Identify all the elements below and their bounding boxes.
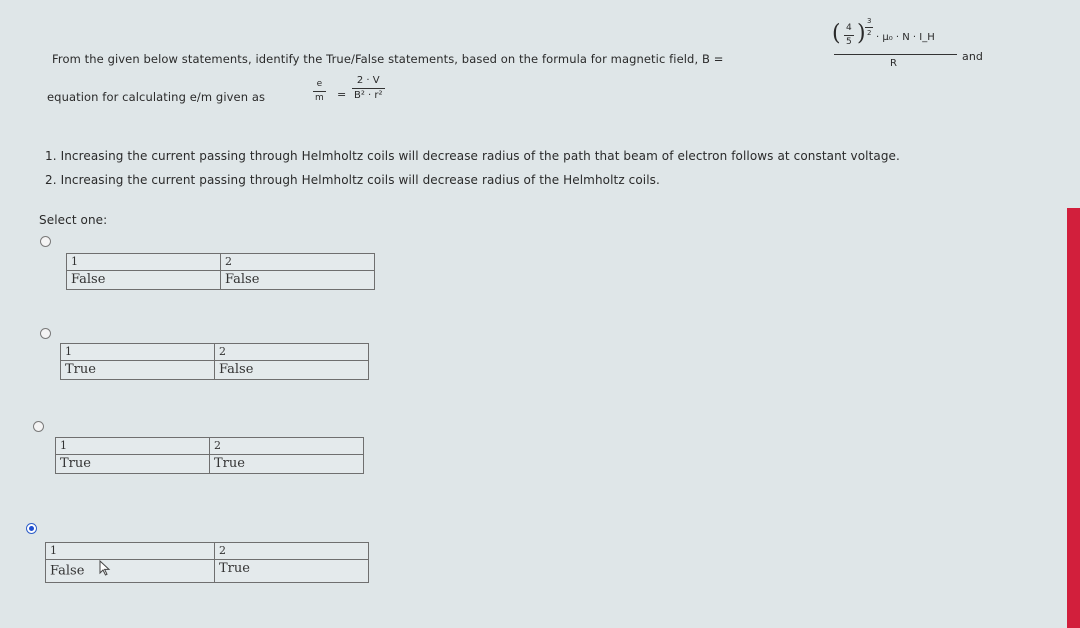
option-4-col1-value: False [50, 563, 85, 579]
formula-bar [834, 54, 957, 55]
magnetic-field-formula [832, 18, 962, 74]
option-1-radio[interactable] [40, 236, 51, 247]
option-3-table[interactable] [55, 437, 364, 474]
option-2-radio[interactable] [40, 328, 51, 339]
option-1-col1-head: 1 [67, 254, 221, 271]
select-one-label: Select one: [39, 213, 108, 227]
option-3-col2-head: 2 [210, 438, 364, 455]
option-2-col1-value: True [61, 361, 215, 380]
option-4-col2-head: 2 [215, 543, 369, 560]
option-3-radio[interactable] [33, 421, 44, 432]
option-1-table[interactable] [66, 253, 375, 290]
option-1-col1-value: False [67, 271, 221, 290]
option-4-table[interactable] [45, 542, 369, 583]
option-2-table[interactable] [60, 343, 369, 380]
exponent-3-2: $\frac{3}{2}$ [867, 17, 872, 37]
side-accent-bar [1067, 208, 1080, 628]
formula-numerator-rest: · μ₀ · N · I_H [876, 32, 935, 43]
paren-left: ( [832, 21, 841, 46]
option-4-col1-cell [46, 560, 215, 583]
option-1-col2-head: 2 [221, 254, 375, 271]
option-1-col2-value: False [221, 271, 375, 290]
formula-denominator: R [890, 58, 897, 69]
and-word: and [962, 50, 983, 63]
em-left-fraction: $\frac{e}{m}$ [315, 79, 324, 103]
question-line-1: From the given below statements, identify the True/False statements, based on the formula for magnetic field, B = [52, 52, 724, 66]
option-4-col2-value: True [215, 560, 369, 583]
option-3-col1-value: True [56, 455, 210, 474]
fraction-4-5: $\frac{4}{5}$ [846, 23, 852, 47]
option-3-col2-value: True [210, 455, 364, 474]
statement-2: 2. Increasing the current passing through Helmholtz coils will decrease radius of the Helmholtz coils. [45, 173, 660, 187]
option-2-col2-value: False [215, 361, 369, 380]
paren-right: ) [857, 21, 866, 46]
option-3-col1-head: 1 [56, 438, 210, 455]
option-2-col2-head: 2 [215, 344, 369, 361]
option-4-col1-head: 1 [46, 543, 215, 560]
question-line-2: equation for calculating e/m given as [47, 90, 266, 104]
option-2-col1-head: 1 [61, 344, 215, 361]
mouse-pointer-icon [99, 560, 111, 582]
option-4-radio[interactable] [26, 523, 37, 534]
statement-1: 1. Increasing the current passing through Helmholtz coils will decrease radius of the path that beam of electron follows at constant voltage. [45, 149, 900, 163]
em-right-fraction: $\frac{2 \cdot V}{\text{B² · r²}}$ [354, 75, 383, 101]
em-equals: = [337, 88, 347, 101]
